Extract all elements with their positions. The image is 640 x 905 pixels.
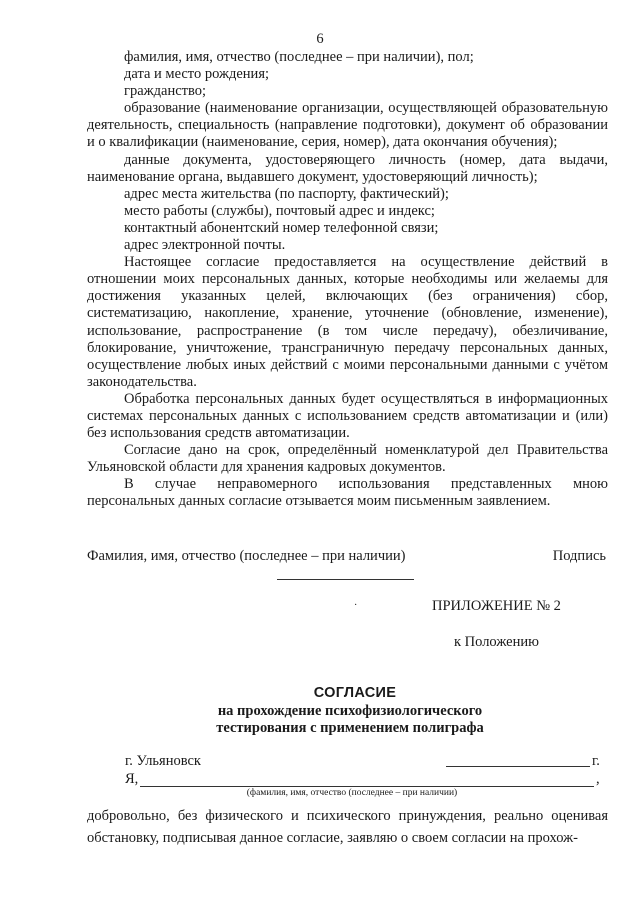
paragraph: адрес электронной почты.	[124, 237, 286, 254]
consent-title: СОГЛАСИЕ	[313, 685, 397, 701]
paragraph: место работы (службы), почтовый адрес и индекс;	[124, 202, 435, 219]
divider-line	[277, 579, 414, 580]
paragraph: образование (наименование организации, осуществляющей образовательную деятельность, специальность (направление подготовки), документ об образовании и о квалификации (наименование, серия, номер), дата окончания обучения);	[87, 100, 608, 151]
comma: ,	[596, 771, 600, 787]
paragraph: фамилия, имя, отчество (последнее – при наличии), пол;	[124, 49, 474, 65]
page-number: 6	[316, 31, 324, 47]
name-blank-line	[140, 786, 594, 787]
consent-subtitle-line-2: тестирования с применением полиграфа	[216, 720, 484, 736]
paragraph: Настоящее согласие предоставляется на осуществление действий в отношении моих персональных данных, которые необходимы или желаемы для достижения указанных целей, включающих (без ограничения) сбор, систематизацию, накопление, хранение, уточнение (обновление, изменение), использование, распространение (в том числе передачу), обезличивание, блокирование, уничтожение, трансграничную передачу персональных данных, осуществление любых иных действий с моими персональными данными с учётом законодательства.	[87, 254, 608, 390]
paragraph: адрес места жительства (по паспорту, фактический);	[124, 185, 449, 202]
year-suffix: г.	[592, 753, 600, 769]
city-label: г. Ульяновск	[125, 753, 201, 769]
stray-dot: ·	[354, 600, 358, 611]
date-blank-line	[446, 766, 590, 767]
fio-label: Фамилия, имя, отчество (последнее – при наличии)	[87, 548, 406, 564]
consent-body-text	[87, 49, 608, 511]
consent-subtitle-line-1: на прохождение психофизиологического	[217, 703, 483, 719]
consent-statement: добровольно, без физического и психического принуждения, реально оценивая обстановку, подписывая данное согласие, заявляю о своем согласии на прохож-	[87, 808, 608, 846]
paragraph: В случае неправомерного использования представленных мною персональных данных согласие отзывается моим письменным заявлением.	[87, 476, 608, 510]
paragraph: гражданство;	[124, 83, 207, 100]
i-label: Я,	[125, 771, 139, 787]
paragraph: дата и место рождения;	[124, 66, 270, 83]
paragraph: Согласие дано на срок, определённый номенклатурой дел Правительства Ульяновской области для хранения кадровых документов.	[87, 442, 608, 476]
paragraph: контактный абонентский номер телефонной связи;	[124, 219, 439, 236]
paragraph: Обработка персональных данных будет осуществляться в информационных системах персональных данных с использованием средств автоматизации и (или) без использования средств автоматизации.	[87, 390, 608, 442]
appendix-title: ПРИЛОЖЕНИЕ № 2	[432, 598, 561, 614]
paragraph: данные документа, удостоверяющего личность (номер, дата выдачи, наименование органа, выдавшего документ, удостоверяющий личность);	[87, 151, 608, 185]
name-hint: (фамилия, имя, отчество (последнее – при наличии)	[246, 788, 458, 798]
appendix-subtitle: к Положению	[454, 634, 539, 650]
signature-label: Подпись	[552, 548, 606, 564]
